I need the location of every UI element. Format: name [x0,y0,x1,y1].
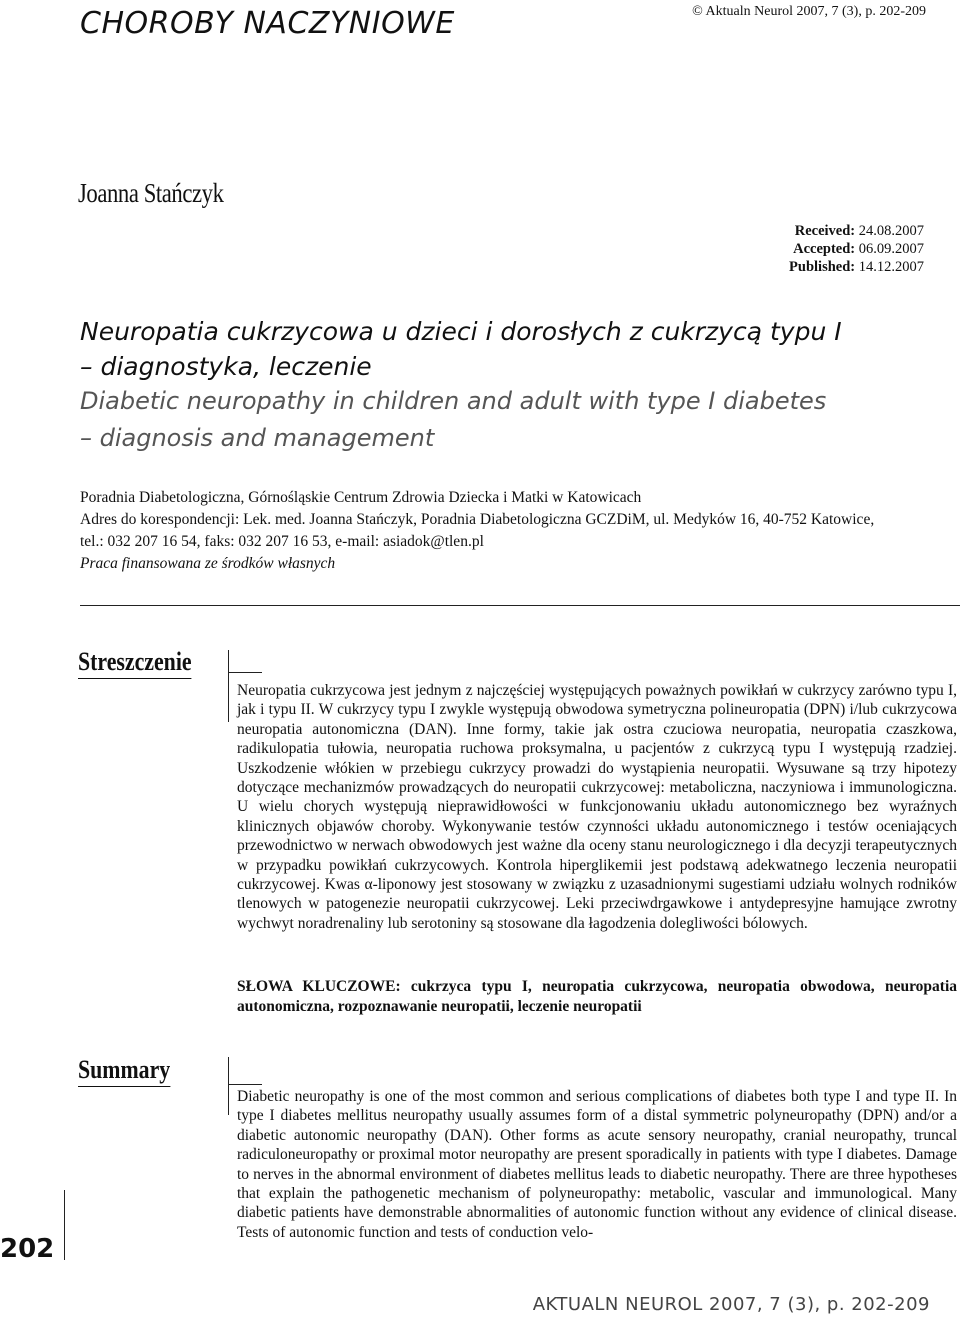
section-title: CHOROBY NACZYNIOWE [80,6,455,41]
published-label: Published: [789,259,856,275]
streszczenie-text: Neuropatia cukrzycowa jest jednym z najczęściej występujących poważnych powikłań w cukrzycy zarówno typu I, jak i typu II. W cukrzycy typu I zwykle występują obwodowa symetryczna polineuropatia (DPN) i/lub cukrzycowa neuropatia autonomiczna (DAN). Inne formy, takie jak ostra czuciowa neuropatia, neuropatia czaszkowa, radikulopatia tułowia, neuropatia ruchowa proksymalna, u pacjentów z cukrzycą typu I występują rzadziej. Uszkodzenie włókien w przebiegu cukrzycy prowadzi do wystąpienia neuropatii. Wysuwane są trzy hipotezy dotyczące mechanizmów prowadzących do neuropatii cukrzycowej: metaboliczna, naczyniowa i immunologiczna. U wielu chorych występują nieprawidłowości w funkcjonowaniu układu autonomicznego bez wyraźnych klinicznych objawów choroby. Wykonywanie testów czynności układu autonomicznego i testów oceniających przewodnictwo w nerwach obwodowych jest ważne dla oceny stanu neurologicznego i dla decyzji terapeutycznych w przypadku powikłań cukrzycowych. Kontrola hiperglikemii jest podstawą adekwatnego leczenia neuropatii cukrzycowej. Kwas α-liponowy jest stosowany w związku z uzasadnionymi sugestiami udziału wolnych rodników tlenowych w patogenezie neuropatii cukrzycowej. Leki przeciwdrgawkowe i antydepresyjne hamujące zwrotny wychwyt noradrenaliny lub serotoniny są stosowane dla łagodzenia dolegliwości bólowych. [237,682,957,932]
article-title-english [80,383,940,457]
published-date-row [789,258,924,276]
streszczenie-bracket-horizontal [228,672,262,673]
title-pl-line-1: Neuropatia cukrzycowa u dzieci i dorosłych z cukrzycą typu I [80,317,842,346]
affiliation-block [80,487,940,575]
received-label: Received: [794,223,856,239]
funding-note: Praca finansowana ze środków własnych [80,555,336,572]
published-date: 14.12.2007 [858,259,924,275]
keywords-list: cukrzyca typu I, neuropatia cukrzycowa, neuropatia obwodowa, neuropatia autonomiczna, rozpoznawanie neuropatii, leczenie neuropatii [237,978,958,1015]
author-name: Joanna Stańczyk [78,178,224,208]
section-divider [80,605,960,606]
institution: Poradnia Diabetologiczna, Górnośląskie Centrum Zdrowia Dziecka i Matki w Katowicach [80,489,642,506]
summary-bracket-horizontal [228,1084,262,1085]
streszczenie-heading: Streszczenie [78,647,192,679]
journal-citation: © Aktualn Neurol 2007, 7 (3), p. 202-209 [692,4,926,19]
article-title-polish [80,314,940,384]
footer-citation: AKTUALN NEUROL 2007, 7 (3), p. 202-209 [532,1294,930,1315]
keywords [237,977,957,1017]
summary-heading: Summary [78,1055,170,1087]
streszczenie-bracket-vertical [228,650,229,722]
summary-text: Diabetic neuropathy is one of the most common and serious complications of diabetes both type I and type II. In type I diabetes mellitus neuropathy usually assumes form of a distal symmetric polyneuropathy (DPN) and/or a diabetic autonomic neuropathy (DAN). Other forms as acute sensory neuropathy, cranial neuropathy, truncal radiculoneuropathy or proximal motor neuropathy are present sporadically in patients with type I diabetes. Damage to nerves in the abnormal environment of diabetes mellitus leads to diabetic neuropathy. There are three hypotheses that explain the pathogenetic mechanism of polyneuropathy: metabolic, vascular and immunological. Many diabetic patients have demonstrable abnormalities of autonomic function without any evidence of clinical disease. Tests of autonomic function and tests of conduction velo- [237,1088,957,1241]
accepted-date-row [789,240,924,258]
title-en-line-2: – diagnosis and management [80,424,435,452]
title-en-line-1: Diabetic neuropathy in children and adult with type I diabetes [80,387,827,415]
received-date-row [789,222,924,240]
accepted-label: Accepted: [793,241,856,257]
correspondence-address: Adres do korespondencji: Lek. med. Joanna Stańczyk, Poradnia Diabetologiczna GCZDiM, ul. Medyków 16, 40-752 Katowice, [80,511,875,528]
keywords-label: SŁOWA KLUCZOWE: [237,978,401,995]
page-number: 202 [0,1234,55,1264]
contact-info: tel.: 032 207 16 54, faks: 032 207 16 53, e-mail: asiadok@tlen.pl [80,533,484,550]
page-number-rule [64,1190,65,1260]
summary-bracket-vertical [228,1057,229,1115]
received-date: 24.08.2007 [858,223,924,239]
accepted-date: 06.09.2007 [858,241,924,257]
article-dates [789,222,924,276]
title-pl-line-2: – diagnostyka, leczenie [80,352,372,381]
